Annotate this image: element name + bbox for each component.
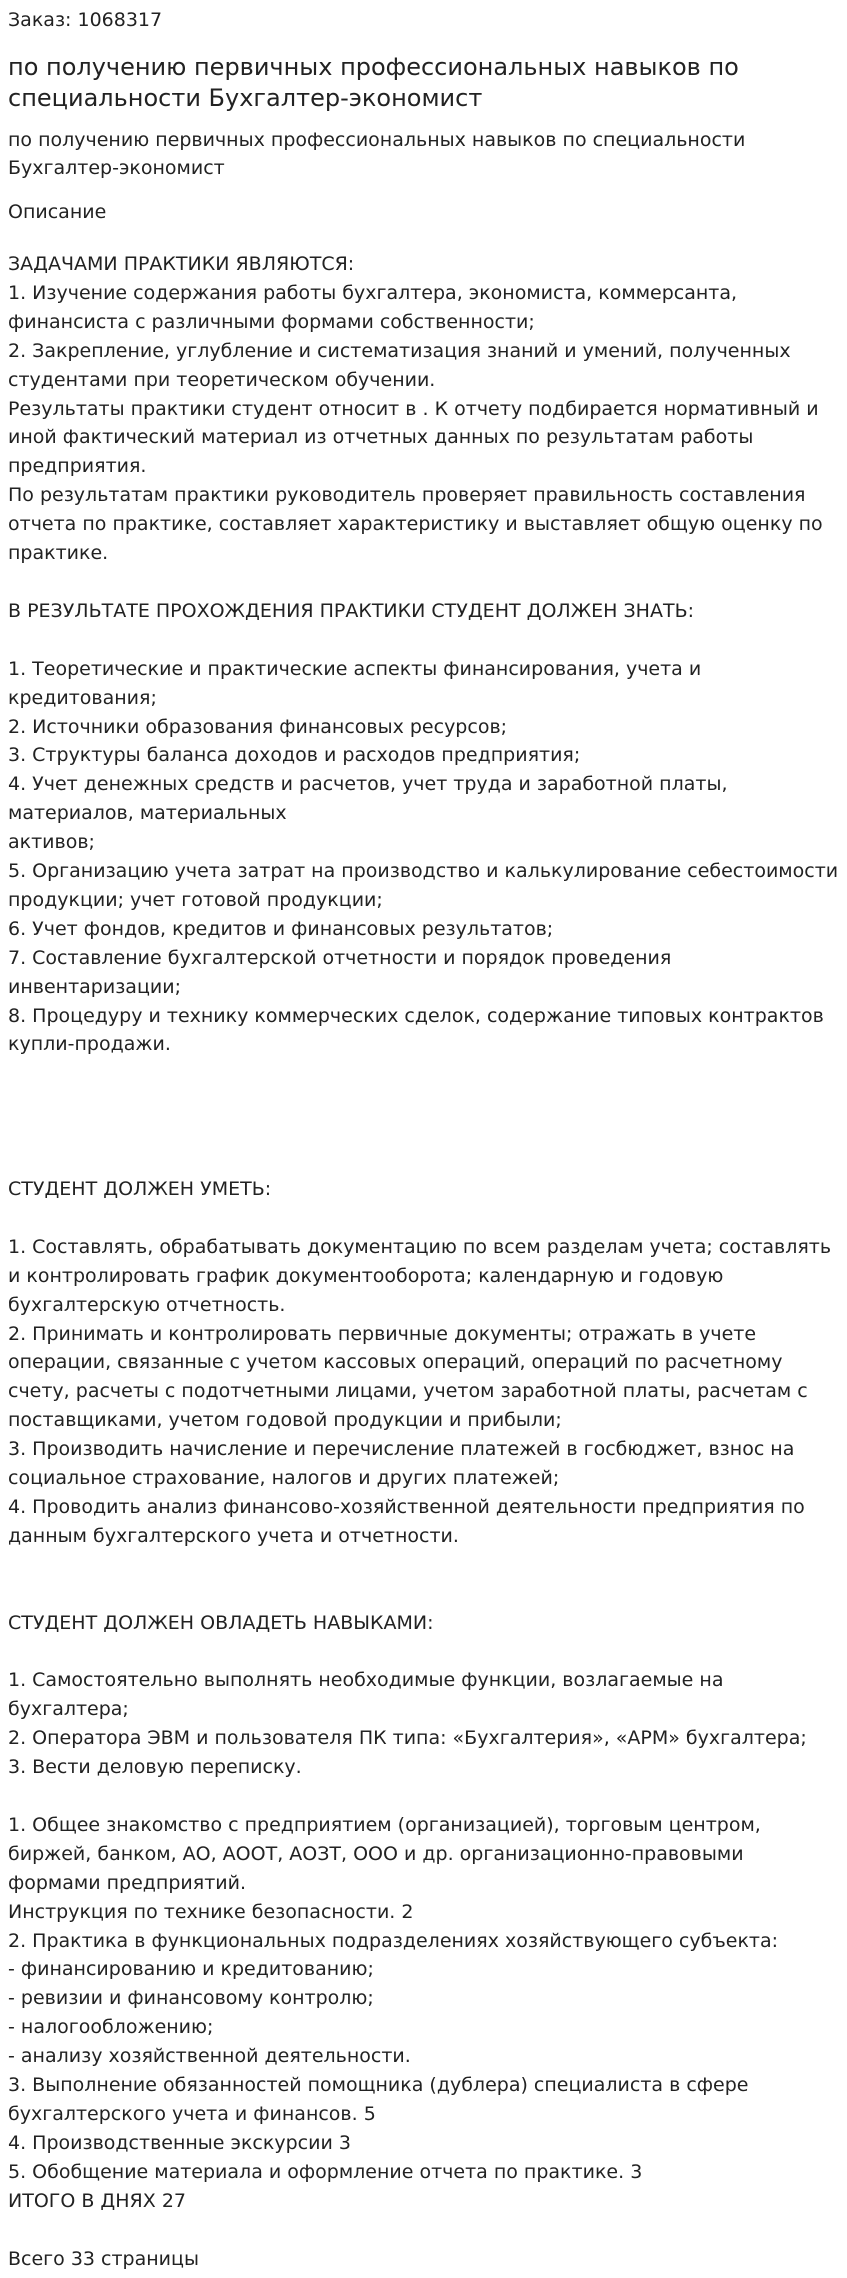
- work-title: по получению первичных профессиональных навыков по специальности Бухгалтер-экономист: [8, 53, 739, 112]
- description-text: ЗАДАЧАМИ ПРАКТИКИ ЯВЛЯЮТСЯ: 1. Изучение содержания работы бухгалтера, экономиста, коммерсанта, финансиста с различными формами собственности; 2. Закрепление, углубление и систематизация знаний и умений, полученных студентами при теоретическом обучении. Результаты практики студент относит в . К отчету подбирается нормативный и иной фактический материал из отчетных данных по результатам работы предприятия. По результатам практики руководитель проверяет правильность составления отчета по практике, составляет характеристику и выставляет общую оценку по практике. В РЕЗУЛЬТАТЕ ПРОХОЖДЕНИЯ ПРАКТИКИ СТУДЕНТ ДОЛЖЕН ЗНАТЬ: 1. Теоретические и практические аспекты финансирования, учета и кредитования; 2. Источники образования финансовых ресурсов; 3. Структуры баланса доходов и расходов предприятия; 4. Учет денежных средств и расчетов, учет труда и заработной платы, материалов, материальных активов; 5. Организацию учета затрат на производство и калькулирование себестоимости продукции; учет готовой продукции; 6. Учет фондов, кредитов и финансовых результатов; 7. Составление бухгалтерской отчетности и порядок проведения инвентаризации; 8. Процедуру и технику коммерческих сделок, содержание типовых контрактов купли-продажи. СТУДЕНТ ДОЛЖЕН УМЕТЬ: 1. Составлять, обрабатывать документацию по всем разделам учета; составлять и контролировать график документооборота; календарную и годовую бухгалтерскую отчетность. 2. Принимать и контролировать первичные документы; отражать в учете операции, связанные с учетом кассовых операций, операций по расчетному счету, расчеты с подотчетными лицами, учетом заработной платы, расчетам с поставщиками, учетом годовой продукции и прибыли; 3. Производить начисление и перечисление платежей в госбюджет, взнос на социальное страхование, налогов и других платежей; 4. Проводить анализ финансово-хозяйственной деятельности предприятия по данным бухгалтерского учета и отчетности. СТУДЕНТ ДОЛЖЕН ОВЛАДЕТЬ НАВЫКАМИ: 1. Самостоятельно выполнять необходимые функции, возлагаемые на бухгалтера; 2. Оператора ЭВМ и пользователя ПК типа: «Бухгалтерия», «АРМ» бухгалтера; 3. Вести деловую переписку. 1. Общее знакомство с предприятием (организацией), торговым центром, биржей, банком, АО, АООТ, АОЗТ, ООО и др. организационно-правовыми формами предприятий. Инструкция по технике безопасности. 2 2. Практика в функциональных подразделениях хозяйствующего субъекта: - финансированию и кредитованию; - ревизии и финансовому контролю; - налогообложению; - анализу хозяйственной деятельности. 3. Выполнение обязанностей помощника (дублера) специалиста в сфере бухгалтерского учета и финансов. 5 4. Производственные экскурсии 3 5. Обобщение материала и оформление отчета по практике. 3 ИТОГО В ДНЯХ 27 Всего 33 страницы: [8, 253, 839, 2270]
- work-subtitle: по получению первичных профессиональных навыков по специальности Бухгалтер-экономист: [8, 129, 746, 179]
- description-heading: Описание: [8, 201, 107, 223]
- order-number: Заказ: 1068317: [8, 9, 163, 31]
